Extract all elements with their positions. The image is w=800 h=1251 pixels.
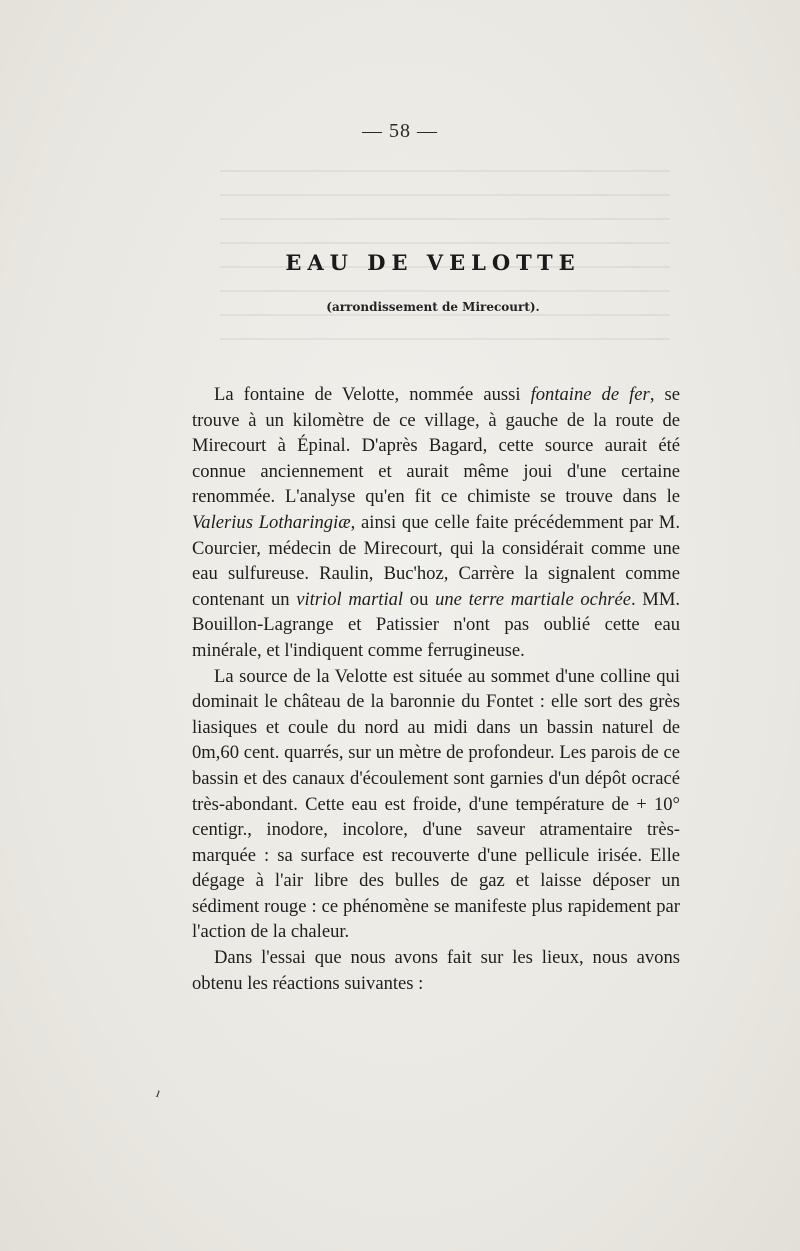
text-run: Dans l'essai que nous avons fait sur les lieux, nous avons obtenu les réactions suivantes : <box>192 947 680 994</box>
italic-phrase: Valerius Lotharingiæ <box>192 511 351 533</box>
bleed-line <box>220 194 670 196</box>
bleed-line <box>220 242 670 244</box>
bleed-line <box>220 314 670 316</box>
page-subtitle: (arrondissement de Mirecourt). <box>326 300 540 314</box>
bleed-line <box>220 338 670 340</box>
page-number: — 58 — <box>362 120 438 142</box>
bleed-line <box>220 290 670 292</box>
italic-phrase: une terre martiale ochrée <box>435 588 631 610</box>
text-run: , ainsi que celle faite précédemment par M. Courcier, médecin de Mirecourt, qui la considérait comme une eau sulfureuse. Raulin, Buc'hoz, Carrère la signalent comme contenant un <box>192 511 680 610</box>
text-run: . MM. Bouillon-Lagrange et Patissier n'ont pas oublié cette eau minérale, et l'indiquent comme ferrugineuse. <box>192 588 681 661</box>
italic-phrase: fontaine de fer <box>530 384 650 405</box>
page-title: EAU DE VELOTTE <box>285 250 581 275</box>
bleed-line <box>220 170 670 172</box>
paragraph <box>192 945 680 996</box>
text-run: La fontaine de Velotte, nommée aussi <box>214 384 531 405</box>
text-run: ou <box>403 588 436 610</box>
bleed-line <box>220 218 670 220</box>
stray-ink-mark: ı <box>153 1085 163 1102</box>
text-run: , se trouve à un kilomètre de ce village, à gauche de la route de Mirecourt à Épinal. D'après Bagard, cette source aurait été connue anciennement et aurait même joui d'une certaine renommée. L'analyse qu'en fit ce chimiste se trouve dans le <box>192 384 680 508</box>
body-text <box>192 382 680 996</box>
paragraph <box>192 664 680 946</box>
italic-phrase: vitriol martial <box>296 588 404 610</box>
paragraph <box>192 382 680 664</box>
text-run: La source de la Velotte est située au sommet d'une colline qui dominait le château de la baronnie du Fontet : elle sort des grès liasiques et coule du nord au midi dans un bassin naturel de 0m,60 cent. quarrés, sur un mètre de profondeur. Les parois de ce bassin et des canaux d'écoulement sont garnies d'un dépôt ocracé très-abondant. Cette eau est froide, d'une température de + 10° centigr., inodore, incolore, d'une saveur atramentaire très-marquée : sa surface est recouverte d'une pellicule irisée. Elle dégage à l'air libre des bulles de gaz et laisse déposer un sédiment rouge : ce phénomène se manifeste plus rapidement par l'action de la chaleur. <box>192 665 680 943</box>
